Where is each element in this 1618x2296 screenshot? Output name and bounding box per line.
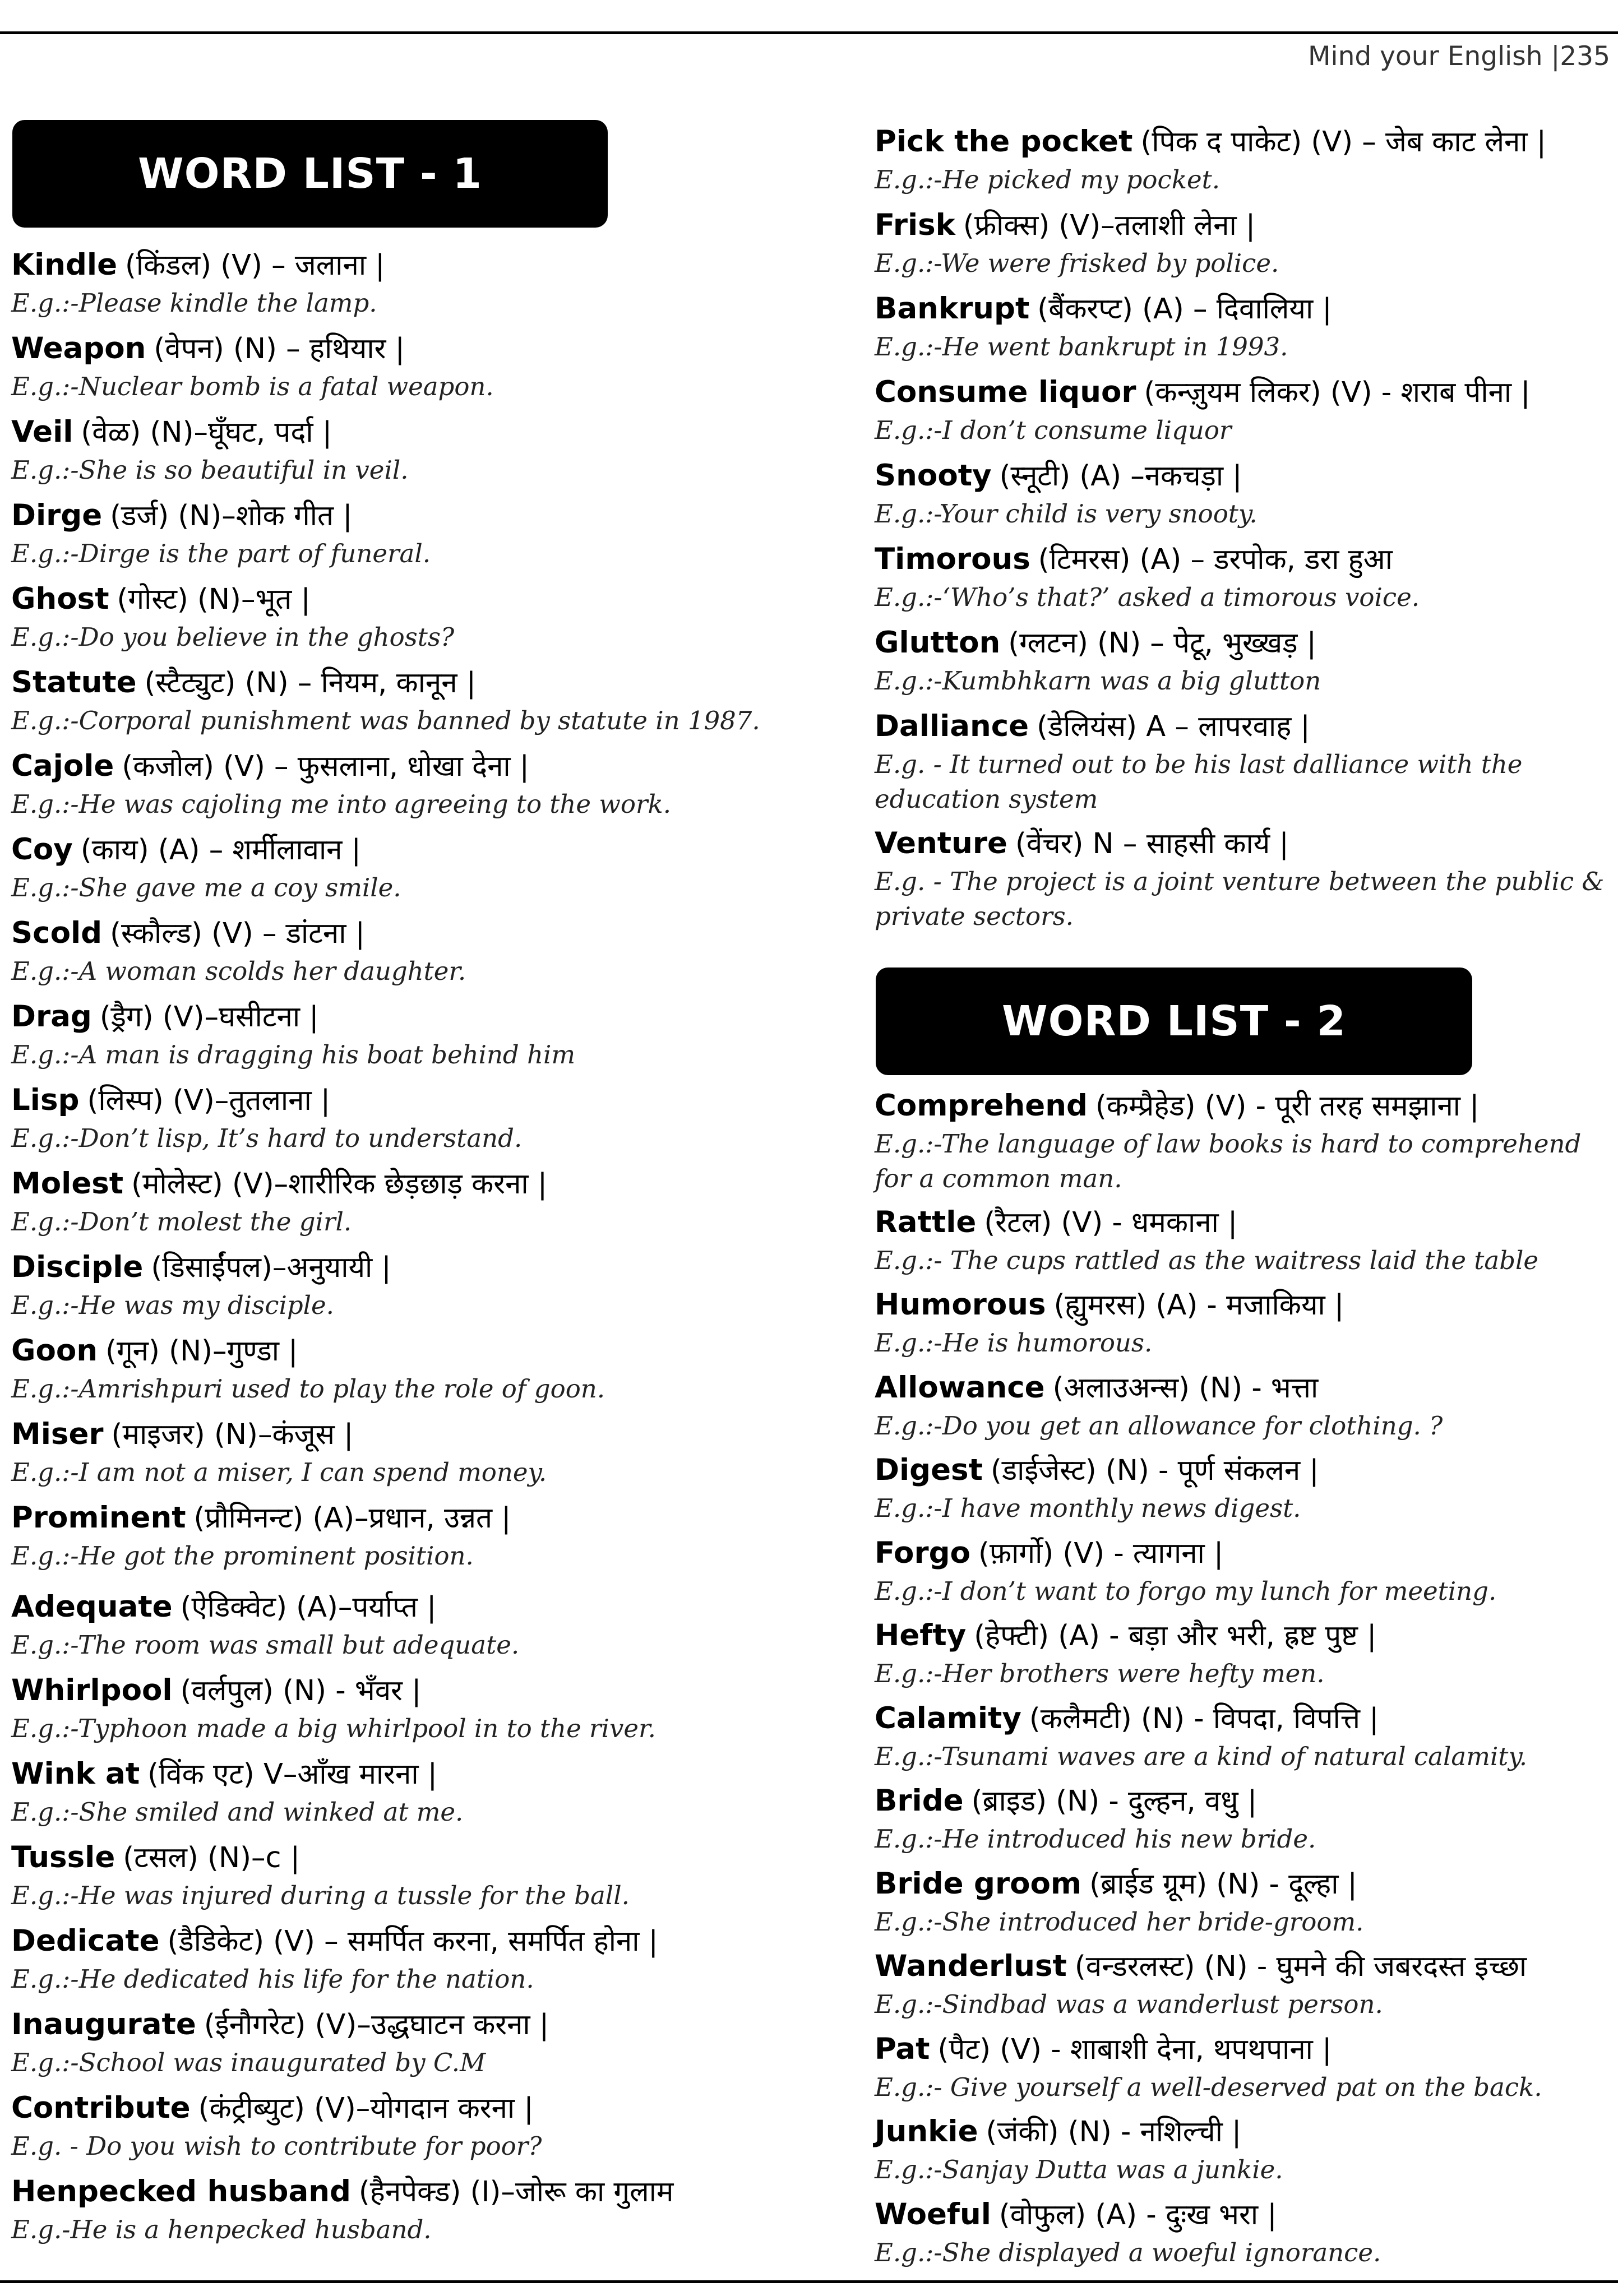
entry-meaning: (वन्डरलस्ट) (N) - घुमने की जबरदस्त इच्छा bbox=[1074, 1950, 1527, 1983]
entry-meaning: (डैडिकेट) (V) – समर्पित करना, समर्पित होना | bbox=[167, 1925, 658, 1958]
word-entry bbox=[875, 1202, 1609, 1278]
word-entry bbox=[11, 1586, 785, 1663]
entry-example: E.g.:-He was cajoling me into agreeing to the work. bbox=[11, 789, 672, 819]
entry-example: E.g.:-Her brothers were hefty men. bbox=[875, 1659, 1325, 1688]
entry-meaning: (प्रौमिनन्ट) (A)–प्रधान, उन्नत | bbox=[193, 1502, 511, 1535]
entry-word: Calamity bbox=[875, 1701, 1021, 1735]
entry-headline bbox=[875, 823, 1609, 864]
entry-word: Ghost bbox=[11, 582, 109, 616]
entry-meaning: (किंडल) (V) – जलाना | bbox=[125, 249, 385, 282]
entry-example: E.g.:-He is humorous. bbox=[875, 1328, 1153, 1358]
entry-example: E.g. - Do you wish to contribute for poor? bbox=[11, 2131, 542, 2161]
entry-headline bbox=[875, 1615, 1609, 1656]
entry-meaning: (ब्राइड) (N) - दुल्हन, वधु | bbox=[971, 1785, 1258, 1818]
word-entry bbox=[11, 996, 785, 1072]
entry-word: Molest bbox=[11, 1166, 124, 1201]
entry-word: Coy bbox=[11, 832, 73, 867]
word-entry bbox=[875, 2194, 1609, 2270]
entry-example: E.g.:-The language of law books is hard to comprehend for a common man. bbox=[875, 1129, 1582, 1193]
entry-word: Humorous bbox=[875, 1288, 1046, 1322]
entry-headline bbox=[875, 1863, 1609, 1905]
entry-example: E.g.:-Please kindle the lamp. bbox=[11, 288, 377, 318]
entry-headline bbox=[11, 1080, 785, 1121]
entry-word: Drag bbox=[11, 999, 92, 1034]
entry-headline bbox=[875, 1085, 1609, 1127]
word-entry bbox=[875, 372, 1609, 448]
entry-word: Whirlpool bbox=[11, 1673, 173, 1707]
word-entry bbox=[875, 1085, 1609, 1196]
word-entry bbox=[11, 913, 785, 989]
word-entry bbox=[875, 288, 1609, 364]
entry-word: Tussle bbox=[11, 1840, 115, 1874]
entry-word: Contribute bbox=[11, 2091, 191, 2125]
entry-example: E.g.:-Nuclear bomb is a fatal weapon. bbox=[11, 372, 494, 401]
entry-headline bbox=[875, 2111, 1609, 2152]
entry-headline bbox=[11, 1414, 785, 1455]
entry-example: E.g.:-We were frisked by police. bbox=[875, 248, 1279, 278]
entry-meaning: (स्नूटी) (A) –नकचड़ा | bbox=[999, 460, 1242, 493]
entry-word: Pat bbox=[875, 2031, 930, 2066]
entry-meaning: (वेंचर) N – साहसी कार्य | bbox=[1015, 827, 1289, 860]
entry-example: E.g.:-Your child is very snooty. bbox=[875, 499, 1258, 529]
entry-word: Woeful bbox=[875, 2197, 991, 2232]
word-entry bbox=[875, 121, 1609, 197]
entry-example: E.g.:-I am not a miser, I can spend money. bbox=[11, 1457, 547, 1487]
entry-example: E.g.:-Don’t lisp, It’s hard to understand. bbox=[11, 1123, 523, 1153]
entry-headline bbox=[11, 244, 785, 286]
entry-headline bbox=[11, 2171, 785, 2212]
entry-headline bbox=[875, 1367, 1609, 1409]
page-header: Mind your English |235 bbox=[1308, 41, 1610, 72]
entry-headline bbox=[11, 495, 785, 536]
entry-headline bbox=[875, 622, 1609, 664]
word-entry bbox=[11, 328, 785, 404]
entry-word: Wink at bbox=[11, 1757, 140, 1791]
word-entry bbox=[875, 1780, 1609, 1857]
entry-word: Consume liquor bbox=[875, 375, 1136, 409]
entry-meaning: (माइजर) (N)–कंजूस | bbox=[111, 1418, 354, 1451]
word-entry bbox=[11, 1670, 785, 1746]
entry-headline bbox=[875, 1284, 1609, 1326]
word-entry bbox=[875, 1615, 1609, 1691]
entry-meaning: (हेफ्टी) (A) - बड़ा और भरी, ह्रष्ट पुष्ट | bbox=[974, 1619, 1377, 1652]
entry-example: E.g.:-Dirge is the part of funeral. bbox=[11, 539, 431, 568]
entry-example: E.g.:-Typhoon made a big whirlpool in to the river. bbox=[11, 1714, 656, 1743]
entry-example: E.g.:-I have monthly news digest. bbox=[875, 1493, 1301, 1523]
entry-headline bbox=[875, 1450, 1609, 1491]
entry-word: Allowance bbox=[875, 1370, 1045, 1405]
entry-meaning: (गून) (N)–गुण्डा | bbox=[105, 1335, 298, 1368]
entry-meaning: (डर्ज) (N)–शोक गीत | bbox=[110, 499, 353, 533]
entry-meaning: (ग्लटन) (N) – पेटू, भुख्खड़ | bbox=[1008, 627, 1316, 660]
entry-word: Goon bbox=[11, 1334, 98, 1368]
word-entry bbox=[11, 1247, 785, 1323]
entry-example: E.g.:-Sindbad was a wanderlust person. bbox=[875, 1989, 1383, 2019]
entry-meaning: (ह्युमरस) (A) - मजाकिया | bbox=[1053, 1289, 1344, 1322]
entry-meaning: (बैंकरप्ट) (A) – दिवालिया | bbox=[1037, 293, 1332, 326]
word-entry bbox=[11, 495, 785, 571]
entry-example: E.g.:-Tsunami waves are a kind of natural calamity. bbox=[875, 1741, 1528, 1771]
entry-example: E.g. - The project is a joint venture between the public & private sectors. bbox=[875, 867, 1605, 931]
entry-word: Snooty bbox=[875, 459, 992, 493]
word-entry bbox=[875, 1698, 1609, 1774]
entry-word: Hefty bbox=[875, 1618, 967, 1652]
entry-example: E.g.:-He went bankrupt in 1993. bbox=[875, 332, 1288, 362]
entry-meaning: (पैट) (V) - शाबाशी देना, थपथपाना | bbox=[937, 2033, 1332, 2066]
entry-headline bbox=[11, 328, 785, 369]
word-entry bbox=[875, 2111, 1609, 2187]
entry-meaning: (फ़ार्गो) (V) - त्यागना | bbox=[978, 1536, 1224, 1570]
entry-example: E.g.:-Sanjay Dutta was a junkie. bbox=[875, 2155, 1283, 2184]
entry-headline bbox=[11, 2004, 785, 2045]
entry-meaning: (कन्ज़ुयम लिकर) (V) - शराब पीना | bbox=[1144, 376, 1531, 409]
entry-word: Bride bbox=[875, 1784, 964, 1818]
entry-example: E.g.:-Corporal punishment was banned by statute in 1987. bbox=[11, 706, 760, 735]
entry-word: Glutton bbox=[875, 626, 1001, 660]
entry-headline bbox=[875, 2029, 1609, 2070]
word-entry bbox=[11, 1163, 785, 1239]
entry-example: E.g.:-He dedicated his life for the nation. bbox=[11, 1964, 534, 1994]
entry-headline bbox=[11, 1920, 785, 1962]
entry-meaning: (कंट्रीब्युट) (V)–योगदान करना | bbox=[198, 2092, 534, 2125]
entry-meaning: (टिमरस) (A) – डरपोक, डरा हुआ bbox=[1038, 543, 1393, 576]
word-entry bbox=[875, 1284, 1609, 1360]
entry-example: E.g.:-He got the prominent position. bbox=[11, 1541, 474, 1571]
entry-headline bbox=[11, 996, 785, 1038]
entry-word: Disciple bbox=[11, 1250, 144, 1284]
entry-headline bbox=[11, 2087, 785, 2129]
entry-headline bbox=[875, 372, 1609, 413]
word-entry bbox=[11, 1080, 785, 1156]
entry-meaning: (टसल) (N)–c | bbox=[123, 1841, 300, 1874]
word-entry bbox=[11, 1414, 785, 1490]
entry-example: E.g. - It turned out to be his last dalliance with the education system bbox=[875, 749, 1523, 814]
entry-meaning: (कलैमटी) (N) - विपदा, विपत्ति | bbox=[1029, 1702, 1379, 1735]
entry-word: Scold bbox=[11, 916, 103, 950]
entry-word: Prominent bbox=[11, 1501, 186, 1535]
word-entry bbox=[11, 746, 785, 822]
entry-example: E.g.:-She gave me a coy smile. bbox=[11, 873, 401, 902]
word-entry bbox=[11, 2171, 785, 2247]
entry-example: E.g.:-He was my disciple. bbox=[11, 1290, 334, 1320]
entry-headline bbox=[875, 1202, 1609, 1243]
entry-meaning: (ड्रैग) (V)–घसीटना | bbox=[99, 1001, 319, 1034]
entry-headline bbox=[875, 706, 1609, 747]
entry-headline bbox=[11, 662, 785, 703]
entry-meaning: (फ्रीक्स) (V)–तलाशी लेना | bbox=[963, 209, 1256, 242]
entry-example: E.g.:-I don’t consume liquor bbox=[875, 415, 1232, 445]
entry-headline bbox=[875, 2194, 1609, 2235]
entry-meaning: (विंक एट) V–आँख मारना | bbox=[147, 1758, 437, 1791]
word-entry bbox=[11, 578, 785, 655]
entry-example: E.g.:-She smiled and winked at me. bbox=[11, 1797, 464, 1827]
entry-headline bbox=[875, 121, 1609, 163]
entry-word: Rattle bbox=[875, 1205, 977, 1239]
entry-example: E.g.:-She is so beautiful in veil. bbox=[11, 455, 409, 485]
entry-example: E.g.:-A woman scolds her daughter. bbox=[11, 956, 466, 986]
word-entry bbox=[875, 539, 1609, 615]
entry-example: E.g.:-Don’t molest the girl. bbox=[11, 1207, 352, 1237]
entry-meaning: (वोफुल) (A) - दुःख भरा | bbox=[998, 2198, 1277, 2232]
entry-word: Timorous bbox=[875, 542, 1030, 576]
entry-word: Wanderlust bbox=[875, 1949, 1067, 1983]
entry-example: E.g.-He is a henpecked husband. bbox=[11, 2215, 432, 2244]
entry-word: Henpecked husband bbox=[11, 2174, 351, 2209]
entry-headline bbox=[11, 1247, 785, 1288]
entry-word: Cajole bbox=[11, 749, 114, 783]
entry-meaning: (ऐडिक्वेट) (A)–पर्याप्त | bbox=[180, 1591, 437, 1624]
word-entry bbox=[875, 1450, 1609, 1526]
top-rule bbox=[0, 31, 1618, 34]
word-entry bbox=[875, 706, 1609, 817]
entry-word: Junkie bbox=[875, 2114, 978, 2149]
word-entry bbox=[875, 823, 1609, 934]
entry-word: Frisk bbox=[875, 208, 955, 242]
entry-example: E.g.:-She displayed a woeful ignorance. bbox=[875, 2237, 1381, 2267]
entry-meaning: (डेलियंस) A – लापरवाह | bbox=[1037, 710, 1310, 743]
entry-meaning: (डिसाईंपल)–अनुयायी | bbox=[151, 1251, 391, 1284]
entry-headline bbox=[11, 1586, 785, 1628]
entry-meaning: (वेळ) (N)–घूँघट, पर्दा | bbox=[81, 416, 332, 449]
entry-word: Digest bbox=[875, 1453, 983, 1487]
entry-meaning: (हैनपेक्ड) (I)–जोरू का गुलाम bbox=[358, 2175, 674, 2209]
entry-headline bbox=[11, 1753, 785, 1795]
entry-meaning: (लिस्प) (V)–तुतलाना | bbox=[87, 1084, 331, 1117]
entry-headline bbox=[11, 1837, 785, 1878]
word-entry bbox=[875, 455, 1609, 531]
entry-word: Dalliance bbox=[875, 709, 1029, 743]
entry-headline bbox=[11, 411, 785, 453]
word-entry bbox=[875, 622, 1609, 698]
word-entry bbox=[11, 1330, 785, 1406]
entry-headline bbox=[875, 1533, 1609, 1574]
entry-example: E.g.:-Do you believe in the ghosts? bbox=[11, 622, 455, 652]
word-entry bbox=[11, 1837, 785, 1913]
entry-headline bbox=[11, 829, 785, 871]
word-entry bbox=[11, 2087, 785, 2164]
entry-meaning: (रैटल) (V) - धमकाना | bbox=[984, 1206, 1238, 1239]
entry-word: Adequate bbox=[11, 1590, 173, 1624]
word-entry bbox=[875, 1863, 1609, 1939]
word-entry bbox=[11, 829, 785, 905]
entry-word: Forgo bbox=[875, 1535, 970, 1570]
entry-meaning: (स्कौल्ड) (V) – डांटना | bbox=[110, 917, 365, 950]
entry-word: Inaugurate bbox=[11, 2007, 196, 2042]
entry-meaning: (जंकी) (N) - नशिल्ची | bbox=[986, 2116, 1242, 2149]
entry-word: Comprehend bbox=[875, 1089, 1088, 1123]
entry-word: Statute bbox=[11, 665, 137, 700]
entry-meaning: (डाईजेस्ट) (N) - पूर्ण संकलन | bbox=[990, 1454, 1319, 1487]
entry-word: Lisp bbox=[11, 1083, 80, 1117]
word-entry bbox=[11, 411, 785, 488]
entry-example: E.g.:-Kumbhkarn was a big glutton bbox=[875, 666, 1321, 696]
entry-headline bbox=[11, 1670, 785, 1711]
entry-example: E.g.:-I don’t want to forgo my lunch for meeting. bbox=[875, 1576, 1497, 1606]
entry-example: E.g.:-A man is dragging his boat behind him bbox=[11, 1040, 576, 1070]
entry-example: E.g.:-Amrishpuri used to play the role of goon. bbox=[11, 1374, 605, 1404]
entry-example: E.g.:-The room was small but adequate. bbox=[11, 1630, 520, 1660]
entry-word: Weapon bbox=[11, 331, 146, 365]
entry-example: E.g.:-He was injured during a tussle for the ball. bbox=[11, 1881, 630, 1910]
entry-word: Bride groom bbox=[875, 1866, 1082, 1901]
entry-headline bbox=[875, 1698, 1609, 1739]
entry-headline bbox=[11, 578, 785, 620]
entry-word: Bankrupt bbox=[875, 291, 1030, 326]
word-entry bbox=[11, 244, 785, 321]
word-entry bbox=[875, 205, 1609, 281]
entry-headline bbox=[875, 1946, 1609, 1987]
entry-headline bbox=[11, 1330, 785, 1372]
entry-meaning: (गोस्ट) (N)–भूत | bbox=[117, 583, 311, 616]
entry-meaning: (वर्लपुल) (N) - भँवर | bbox=[180, 1674, 422, 1707]
entry-example: E.g.:-She introduced her bride-groom. bbox=[875, 1906, 1364, 1937]
entry-word: Kindle bbox=[11, 248, 118, 282]
entry-meaning: (ईनौगरेट) (V)–उद्धघाटन करना | bbox=[204, 2008, 549, 2042]
word-entry bbox=[875, 2029, 1609, 2105]
word-entry bbox=[875, 1946, 1609, 2022]
entry-example: E.g.:- The cups rattled as the waitress laid the table bbox=[875, 1245, 1539, 1275]
entry-headline bbox=[11, 1497, 785, 1539]
entry-example: E.g.:-School was inaugurated by C.M bbox=[11, 2048, 486, 2077]
entry-example: E.g.:- Give yourself a well-deserved pat on the back. bbox=[875, 2072, 1542, 2102]
entry-meaning: (मोलेस्ट) (V)–शारीरिक छेड़छाड़ करना | bbox=[131, 1168, 548, 1201]
entry-headline bbox=[11, 1163, 785, 1205]
word-list-2-title: WORD LIST - 2 bbox=[876, 968, 1472, 1075]
entry-headline bbox=[11, 746, 785, 787]
entry-example: E.g.:-‘Who’s that?’ asked a timorous voice. bbox=[875, 582, 1420, 612]
entry-meaning: (वेपन) (N) – हथियार | bbox=[154, 332, 405, 365]
entry-word: Pick the pocket bbox=[875, 124, 1133, 159]
entry-meaning: (काय) (A) – शर्मीलावान | bbox=[80, 834, 361, 867]
entry-word: Dirge bbox=[11, 498, 103, 533]
entry-headline bbox=[875, 288, 1609, 330]
bottom-rule bbox=[0, 2280, 1618, 2283]
entry-meaning: (अलाउअन्स) (N) - भत्ता bbox=[1052, 1371, 1319, 1405]
entry-example: E.g.:-Do you get an allowance for clothing. ? bbox=[875, 1410, 1443, 1441]
entry-meaning: (कम्प्रैहेड) (V) - पूरी तरह समझाना | bbox=[1095, 1090, 1480, 1123]
word-list-1-title: WORD LIST - 1 bbox=[12, 120, 608, 228]
word-entry bbox=[875, 1367, 1609, 1443]
entry-headline bbox=[875, 205, 1609, 246]
word-entry bbox=[11, 1753, 785, 1830]
word-entry bbox=[875, 1533, 1609, 1609]
entry-example: E.g.:-He picked my pocket. bbox=[875, 165, 1221, 195]
word-entry bbox=[11, 662, 785, 738]
entry-example: E.g.:-He introduced his new bride. bbox=[875, 1824, 1316, 1854]
entry-meaning: (ब्राईड ग्रूम) (N) - दूल्हा | bbox=[1089, 1867, 1357, 1901]
entry-word: Venture bbox=[875, 826, 1007, 860]
entry-headline bbox=[875, 539, 1609, 580]
entry-meaning: (कजोल) (V) – फुसलाना, धोखा देना | bbox=[122, 750, 529, 783]
entry-headline bbox=[875, 1780, 1609, 1822]
entry-meaning: (पिक द पाकेट) (V) – जेब काट लेना | bbox=[1140, 126, 1546, 159]
entry-headline bbox=[11, 913, 785, 954]
word-entry bbox=[11, 2004, 785, 2080]
entry-word: Miser bbox=[11, 1417, 104, 1451]
entry-word: Dedicate bbox=[11, 1924, 160, 1958]
word-entry bbox=[11, 1497, 785, 1573]
entry-meaning: (स्टैट्युट) (N) – नियम, कानून | bbox=[144, 666, 476, 700]
entry-word: Veil bbox=[11, 415, 73, 449]
word-entry bbox=[11, 1920, 785, 1997]
entry-headline bbox=[875, 455, 1609, 497]
